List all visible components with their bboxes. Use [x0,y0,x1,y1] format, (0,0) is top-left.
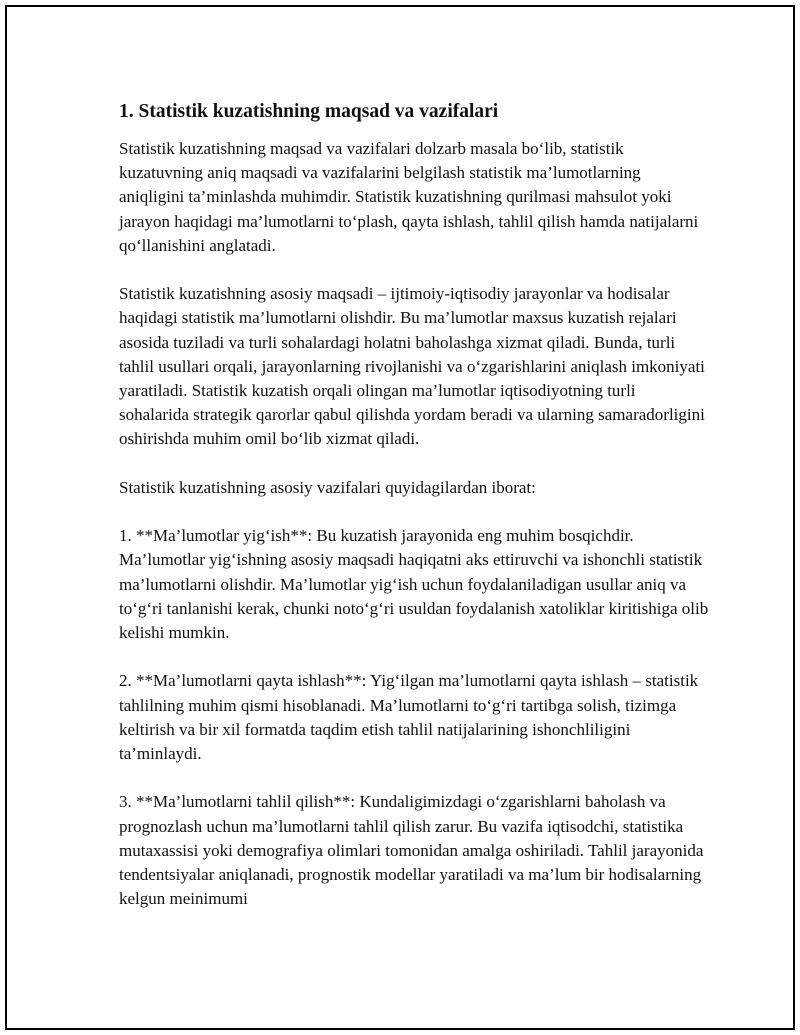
paragraph-tasks-intro: Statistik kuzatishning asosiy vazifalari quyidagilardan iborat: [119,477,536,497]
paragraph-task-1: 1. **Ma’lumotlar yig‘ish**: Bu kuzatish jarayonida eng muhim bosqichdir. Ma’lumotlar yig‘ishning asosiy maqsadi haqiqatni aks ettiruvchi va ishonchli statistik ma’lumotlarni olishdir. Ma’lumotlar yig‘ish uchun foydalaniladigan usullar aniq va to‘g‘ri tanlanishi kerak, chunki noto‘g‘ri usuldan foydalanish xatoliklar kiritishiga olib kelishi mumkin. [119,526,709,643]
section-heading: 1. Statistik kuzatishning maqsad va vazifalari [119,101,499,122]
paragraph-task-3: 3. **Ma’lumotlarni tahlil qilish**: Kundaligimizdagi o‘zgarishlarni baholash va prognozlash uchun ma’lumotlarni tahlil qilish zarur. Bu vazifa iqtisodchi, statistika mutaxassisi yoki demografiya olimlari tomonidan amalga oshiriladi. Tahlil jarayonida tendentsiyalar aniqlanadi, prognostik modellar yaratiladi va ma’lum bir hodisalarning kelgun meinimumi [119,792,704,909]
paragraph-intro: Statistik kuzatishning maqsad va vazifalari dolzarb masala bo‘lib, statistik kuzatuvning aniq maqsadi va vazifalarini belgilash statistik ma’lumotlarning aniqligini ta’minlashda muhimdir. Statistik kuzatishning qurilmasi mahsulot yoki jarayon haqidagi ma’lumotlarni to‘plash, qayta ishlash, tahlil qilish hamda natijalarni qo‘llanishini anglatadi. [119,139,699,255]
document-page [5,5,795,1030]
paragraph-main-goal: Statistik kuzatishning asosiy maqsadi – ijtimoiy-iqtisodiy jarayonlar va hodisalar haqidagi statistik ma’lumotlarni olishdir. Bu ma’lumotlar maxsus kuzatish rejalari asosida tuziladi va turli sohalardagi holatni baholashga xizmat qiladi. Bunda, turli tahlil usullari orqali, jarayonlarning rivojlanishi va o‘zgarishlarini aniqlash imkoniyati yaratiladi. Statistik kuzatish orqali olingan ma’lumotlar iqtisodiyotning turli sohalarida strategik qarorlar qabul qilishda yordam beradi va ularning samaradorligini oshirishda muhim omil bo‘lib xizmat qiladi. [119,284,705,449]
document-body [119,99,709,936]
paragraph-task-2: 2. **Ma’lumotlarni qayta ishlash**: Yig‘ilgan ma’lumotlarni qayta ishlash – statistik tahlilning muhim qismi hisoblanadi. Ma’lumotlarni to‘g‘ri tartibga solish, tizimga keltirish va bir xil formatda taqdim etish tahlil natijalarining ishonchliligini ta’minlaydi. [119,671,699,764]
